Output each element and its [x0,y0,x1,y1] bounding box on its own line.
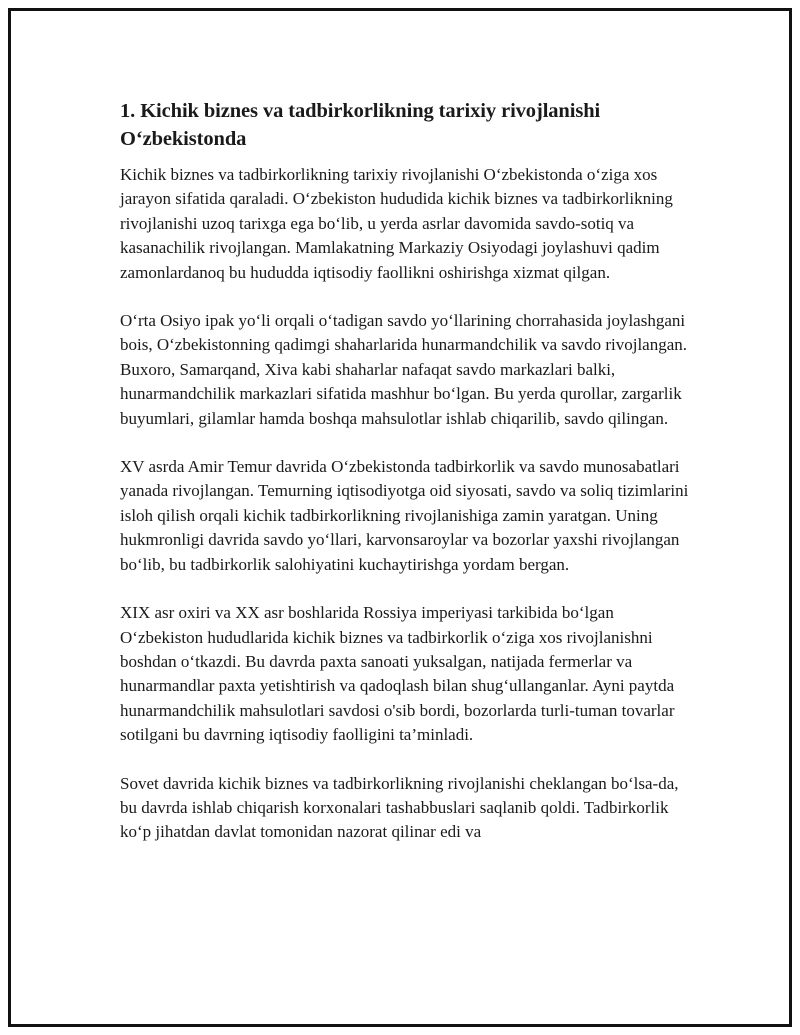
paragraph-5: Sovet davrida kichik biznes va tadbirkorlikning rivojlanishi cheklangan bo‘lsa-da, bu davrda ishlab chiqarish korxonalari tashabbuslari saqlanib qoldi. Tadbirkorlik ko‘p jihatdan davlat tomonidan nazorat qilinar edi va [120,773,679,842]
document-body [120,97,690,845]
paragraph-3: XV asrda Amir Temur davrida O‘zbekistonda tadbirkorlik va savdo munosabatlari yanada rivojlangan. Temurning iqtisodiyotga oid siyosati, savdo va soliq tizimlarini isloh qilish orqali kichik tadbirkorlikning rivojlanishiga zamin yaratgan. Uning hukmronligi davrida savdo yo‘llari, karvonsaroylar va bozorlar yaxshi rivojlangan bo‘lib, bu tadbirkorlik salohiyatini kuchaytirishga yordam bergan. [120,457,689,574]
paragraph-2: O‘rta Osiyo ipak yo‘li orqali o‘tadigan savdo yo‘llarining chorrahasida joylashgani bois, O‘zbekistonning qadimgi shaharlarida hunarmandchilik va savdo rivojlangan. Buxoro, Samarqand, Xiva kabi shaharlar nafaqat savdo markazlari balki, hunarmandchilik markazlari sifatida mashhur bo‘lgan. Bu yerda qurollar, zargarlik buyumlari, gilamlar hamda boshqa mahsulotlar ishlab chiqarilib, savdo qilingan. [120,311,688,428]
section-heading: 1. Kichik biznes va tadbirkorlikning tarixiy rivojlanishi O‘zbekistonda [120,100,601,150]
paragraph-1: Kichik biznes va tadbirkorlikning tarixiy rivojlanishi O‘zbekistonda o‘ziga xos jarayon sifatida qaraladi. O‘zbekiston hududida kichik biznes va tadbirkorlikning rivojlanishi uzoq tarixga ega bo‘lib, u yerda asrlar davomida savdo-sotiq va kasanachilik rivojlangan. Mamlakatning Markaziy Osiyodagi joylashuvi qadim zamonlardanoq bu hududda iqtisodiy faollikni oshirishga xizmat qilgan. [120,165,673,282]
page-frame [8,8,792,1027]
paragraph-4: XIX asr oxiri va XX asr boshlarida Rossiya imperiyasi tarkibida bo‘lgan O‘zbekiston hududlarida kichik biznes va tadbirkorlik o‘ziga xos rivojlanishni boshdan o‘tkazdi. Bu davrda paxta sanoati yuksalgan, natijada fermerlar va hunarmandlar paxta yetishtirish va qadoqlash bilan shug‘ullanganlar. Ayni paytda hunarmandchilik mahsulotlari savdosi o'sib bordi, bozorlarda turli-tuman tovarlar sotilgani bu davrning iqtisodiy faolligini ta’minladi. [120,603,675,745]
